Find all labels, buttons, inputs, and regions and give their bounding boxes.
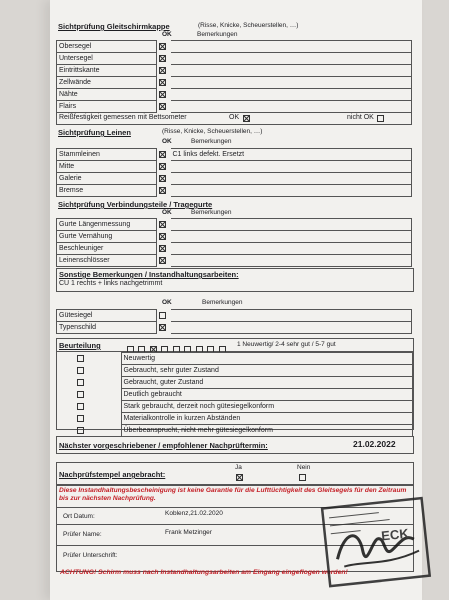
assessment-option: Deutlich gebraucht <box>121 389 413 401</box>
ok-header: OK <box>162 31 172 38</box>
canopy-section <box>56 22 412 125</box>
checkbox-checked[interactable] <box>159 163 166 170</box>
next-check-label: Nächster vorgeschriebener / empfohlener Nachprüftermin: <box>59 441 268 450</box>
stamp-applied-label: Nachprüfstempel angebracht: <box>59 470 166 479</box>
assessment-option: Gebraucht, guter Zustand <box>121 377 413 389</box>
row-label: Leinenschlösser <box>57 255 157 267</box>
porosity-not-ok-label: nicht OK <box>347 114 374 121</box>
remarks-header: Bemerkungen <box>191 138 232 145</box>
checkbox-checked[interactable] <box>159 79 166 86</box>
assessment-checkbox[interactable] <box>77 391 84 398</box>
yes-label: Ja <box>235 464 242 471</box>
assessment-option: Materialkontrolle in kurzen Abständen <box>121 413 413 425</box>
table-row <box>57 77 412 89</box>
inspector-signature-label: Prüfer Unterschrift: <box>63 552 118 559</box>
checkbox-checked[interactable] <box>159 103 166 110</box>
checkbox-checked[interactable] <box>159 151 166 158</box>
assessment-option: Gebraucht, sehr guter Zustand <box>121 365 413 377</box>
next-check-date: 21.02.2022 <box>353 439 396 449</box>
row-label: Stammleinen <box>57 149 157 161</box>
checkbox-checked[interactable] <box>159 245 166 252</box>
lines-note: (Risse, Knicke, Scheuerstellen, …) <box>162 128 263 135</box>
assessment-title: Beurteilung <box>59 341 101 350</box>
remarks-header: Bemerkungen <box>197 31 238 38</box>
row-label: Untersegel <box>57 53 157 65</box>
porosity-ok-checkbox[interactable] <box>243 115 250 122</box>
ok-header: OK <box>162 209 172 216</box>
seal-table <box>56 309 412 334</box>
row-label: Eintrittskante <box>57 65 157 77</box>
row-label: Bremse <box>57 185 157 197</box>
table-row <box>57 322 412 334</box>
remarks-header: Bemerkungen <box>202 299 243 306</box>
row-label: Gütesiegel <box>57 310 157 322</box>
ok-header: OK <box>162 299 172 306</box>
row-label: Beschleuniger <box>57 243 157 255</box>
ok-header: OK <box>162 138 172 145</box>
table-row <box>57 401 413 413</box>
table-row <box>57 255 412 267</box>
table-row <box>57 65 412 77</box>
assessment-table <box>57 352 413 437</box>
assessment-scale-text: 1 Neuwertig/ 2-4 sehr gut / 5-7 gut <box>237 341 336 348</box>
lines-table <box>56 148 412 197</box>
inspector-name-value: Frank Metzinger <box>165 529 212 536</box>
porosity-ok-label: OK <box>229 114 240 121</box>
row-label: Flairs <box>57 101 157 113</box>
table-row <box>57 89 412 101</box>
checkbox-checked[interactable] <box>159 257 166 264</box>
warning-text: ACHTUNG! Schirm muss nach Instandhaltungsarbeiten am Eingang eingeflogen werden! <box>60 569 348 576</box>
row-label: Mitte <box>57 161 157 173</box>
table-row <box>57 425 413 437</box>
table-row <box>57 413 413 425</box>
assessment-checkbox[interactable] <box>77 367 84 374</box>
row-label: Gurte Längenmessung <box>57 219 157 231</box>
checkbox-checked[interactable] <box>159 67 166 74</box>
row-label: Typenschild <box>57 322 157 334</box>
assessment-checkbox[interactable] <box>77 403 84 410</box>
inspection-form <box>50 0 422 600</box>
table-row <box>57 243 412 255</box>
porosity-not-ok-checkbox[interactable] <box>377 115 384 122</box>
stamp-line <box>331 531 361 534</box>
row-label: Gurte Vernähung <box>57 231 157 243</box>
other-remarks-section <box>56 268 414 292</box>
assessment-option: Stark gebraucht, derzeit noch gütesiegelkonform <box>121 401 413 413</box>
row-label: Zellwände <box>57 77 157 89</box>
other-remarks-text: CU 1 rechts + links nachgetrimmt <box>59 280 163 287</box>
table-row <box>57 231 412 243</box>
row-remark <box>171 173 412 185</box>
place-date-value: Koblenz,21.02.2020 <box>165 510 223 517</box>
table-row <box>57 185 412 197</box>
row-label: Nähte <box>57 89 157 101</box>
stamp-line <box>330 520 390 526</box>
inspector-name-label: Prüfer Name: <box>63 531 102 538</box>
remarks-header: Bemerkungen <box>191 209 232 216</box>
row-remark <box>171 185 412 197</box>
yes-checkbox[interactable] <box>236 474 243 481</box>
assessment-checkbox[interactable] <box>77 355 84 362</box>
porosity-row <box>56 113 412 125</box>
table-row <box>57 365 413 377</box>
table-row <box>57 389 413 401</box>
inspector-stamp <box>317 492 436 595</box>
row-remark: C1 links defekt. Ersetzt <box>171 149 412 161</box>
table-row <box>57 161 412 173</box>
seal-section <box>56 297 412 334</box>
risers-title: Sichtprüfung Verbindungsteile / Tragegurte <box>58 200 213 209</box>
risers-table <box>56 218 412 267</box>
assessment-option: Neuwertig <box>121 353 413 365</box>
checkbox-unchecked[interactable] <box>159 312 166 319</box>
assessment-checkbox[interactable] <box>77 427 84 434</box>
checkbox-checked[interactable] <box>159 43 166 50</box>
stamp-text: ECK <box>380 525 410 544</box>
table-row <box>57 101 412 113</box>
assessment-section <box>56 338 414 434</box>
checkbox-checked[interactable] <box>159 55 166 62</box>
canopy-title: Sichtprüfung Gleitschirmkappe <box>58 22 170 31</box>
table-row <box>57 173 412 185</box>
checkbox-checked[interactable] <box>159 175 166 182</box>
canopy-table <box>56 40 412 113</box>
assessment-checkbox[interactable] <box>77 415 84 422</box>
porosity-label: Reißfestigkeit gemessen mit Bettsometer <box>59 114 187 121</box>
other-remarks-title: Sonstige Bemerkungen / Instandhaltungsarbeiten: <box>59 270 239 279</box>
checkbox-checked[interactable] <box>159 324 166 331</box>
row-label: Galerie <box>57 173 157 185</box>
risers-section <box>56 200 412 267</box>
no-label: Nein <box>297 464 311 471</box>
checkbox-checked[interactable] <box>159 233 166 240</box>
checkbox-checked[interactable] <box>159 221 166 228</box>
table-row <box>57 53 412 65</box>
row-remark <box>171 161 412 173</box>
canopy-note: (Risse, Knicke, Scheuerstellen, …) <box>198 22 299 29</box>
row-label: Obersegel <box>57 41 157 53</box>
lines-title: Sichtprüfung Leinen <box>58 128 131 137</box>
checkbox-checked[interactable] <box>159 187 166 194</box>
table-row <box>57 149 412 161</box>
disclaimer-text: Diese Instandhaltungsbescheinigung ist keine Garantie für die Lufttüchtigkeit des Gleitsegels für den Zeitraum bis zur nächsten Nachprüfung. <box>59 487 407 502</box>
table-row <box>57 310 412 322</box>
stamp-applied-section <box>56 462 414 486</box>
assessment-option: Überbeansprucht, nicht mehr gütesiegelkonform <box>121 425 413 437</box>
table-row <box>57 353 413 365</box>
stamp-line <box>329 513 379 518</box>
assessment-checkbox[interactable] <box>77 379 84 386</box>
table-row <box>57 41 412 53</box>
signature-stroke <box>343 551 419 567</box>
no-checkbox[interactable] <box>299 474 306 481</box>
table-row <box>57 219 412 231</box>
table-row <box>57 377 413 389</box>
checkbox-checked[interactable] <box>159 91 166 98</box>
next-check-section <box>56 436 414 454</box>
place-date-label: Ort Datum: <box>63 513 95 520</box>
lines-section <box>56 128 412 197</box>
